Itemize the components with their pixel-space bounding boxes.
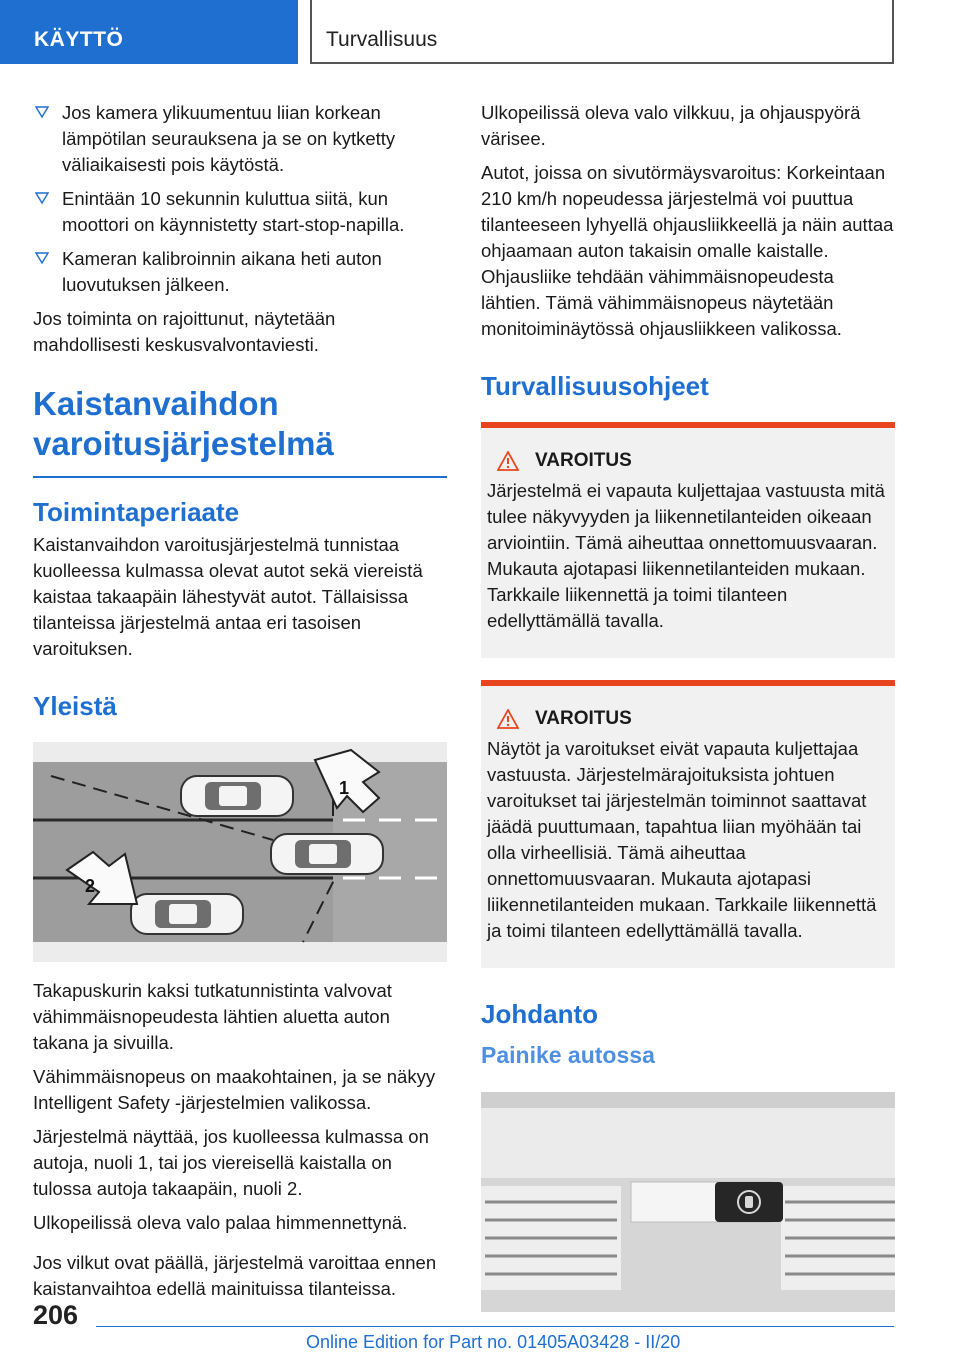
section-title: Turvallisuus xyxy=(310,0,894,64)
footer-edition: Online Edition for Part no. 01405A03428 - II/20 xyxy=(306,1332,681,1352)
car-icon xyxy=(181,776,293,816)
arrow-label-1: 1 xyxy=(339,778,350,798)
safety-heading: Turvallisuusohjeet xyxy=(481,371,709,401)
list-item xyxy=(33,186,447,238)
list-item-text: Kameran kalibroinnin aikana heti auton luovutuksen jälkeen. xyxy=(62,248,382,295)
triangle-bullet-icon xyxy=(35,191,49,205)
warning-title xyxy=(487,450,889,472)
chapter-tab: KÄYTTÖ xyxy=(0,0,298,64)
warning-triangle-icon xyxy=(497,451,519,471)
page-number: 206 xyxy=(33,1300,79,1330)
subheading-principle: Toimintaperiaate xyxy=(33,497,240,527)
warning-box xyxy=(481,680,895,968)
dashboard-photo xyxy=(481,1092,895,1312)
warning-title-text: VAROITUS xyxy=(535,708,632,729)
list-item-text: Enintään 10 sekunnin kuluttua siitä, kun moottori on käynnistetty start-stop-napilla. xyxy=(62,188,405,235)
paragraph: Autot, joissa on sivutörmäysvaroitus: Korkeintaan 210 km/h nopeudessa järjestelmä voi puuttua tilanteeseen lyhyellä ohjausliikkeellä ja näin auttaa ohjaamaan auton takaisin omalle kaistalle. Ohjausliike tehdään vähimmäisnopeudesta lähtien. Tämä vähimmäisnopeus näytetään monitoiminäytössä ohjausliikkeen valikossa. xyxy=(481,162,894,339)
intro-heading: Johdanto xyxy=(481,999,598,1029)
paragraph: Takapuskurin kaksi tutkatunnistinta valvovat vähimmäisnopeudesta lähtien aluetta auton takana ja sivuilla. xyxy=(33,980,392,1053)
warning-text: Järjestelmä ei vapauta kuljettajaa vastuusta mitä tulee näkyvyyden ja liikennetilanteiden oikeaan arviointiin. Tämä aiheuttaa onnettomuusvaaran. Mukauta ajotapasi liikennetilanteiden mukaan. Tarkkaile liikennettä ja toimi tilanteen edellyttämällä tavalla. xyxy=(487,480,885,631)
warning-title xyxy=(487,708,889,730)
list-item-text: Jos kamera ylikuumentuu liian korkean lämpötilan seurauksena ja se on kytketty väliaikaisesti pois käytöstä. xyxy=(62,102,396,175)
limitation-paragraph: Jos toiminta on rajoittunut, näytetään mahdollisesti keskusvalvontaviesti. xyxy=(33,308,336,355)
triangle-bullet-icon xyxy=(35,105,49,119)
footer-divider xyxy=(96,1326,894,1327)
warning-text: Näytöt ja varoitukset eivät vapauta kuljettajaa vastuusta. Järjestelmärajoituksista johtuen varoitukset tai järjestelmän toiminnot saattavat jäädä puuttumaan, tapahtua liian myöhään tai olla virheellisiä. Tämä aiheuttaa onnettomuusvaaran. Mukauta ajotapasi liikennetilanteiden mukaan. Tarkkaile liikennettä ja toimi tilanteen edellyttämällä tavalla. xyxy=(487,738,877,941)
triangle-bullet-icon xyxy=(35,251,49,265)
warning-title-text: VAROITUS xyxy=(535,450,632,471)
warning-box xyxy=(481,422,895,658)
list-item xyxy=(33,246,447,298)
paragraph: Järjestelmä näyttää, jos kuolleessa kulmassa on autoja, nuoli 1, tai jos viereisellä kaistalla on tulossa autoja takaapäin, nuoli 2. xyxy=(33,1126,429,1199)
button-photo xyxy=(481,1092,895,1312)
paragraph: Ulkopeilissä oleva valo vilkkuu, ja ohjauspyörä värisee. xyxy=(481,102,861,149)
lane-diagram xyxy=(33,742,447,962)
main-heading: Kaistanvaihdon varoitusjärjestelmä xyxy=(33,384,447,478)
left-column xyxy=(33,100,447,1310)
arrow-label-2: 2 xyxy=(85,876,96,896)
principle-paragraph: Kaistanvaihdon varoitusjärjestelmä tunnistaa kuolleessa kulmassa olevat autot sekä viereistä kaistaa takaapäin lähestyvät autot. Tällaisissa tilanteissa järjestelmä antaa eri tasoisen varoituksen. xyxy=(33,534,423,659)
right-column xyxy=(481,100,895,1312)
car-icon xyxy=(271,834,383,874)
car-icon xyxy=(131,894,243,934)
warning-triangle-icon xyxy=(497,709,519,729)
list-item xyxy=(33,100,447,178)
paragraph: Jos vilkut ovat päällä, järjestelmä varoittaa ennen kaistanvaihtoa edellä mainituissa tilanteissa. xyxy=(33,1252,437,1299)
lane-change-figure xyxy=(33,742,447,962)
intro-subheading: Painike autossa xyxy=(481,1042,655,1068)
paragraph: Vähimmäisnopeus on maakohtainen, ja se näkyy Intelligent Safety -järjestelmien valikossa. xyxy=(33,1066,436,1113)
subheading-general: Yleistä xyxy=(33,691,117,721)
paragraph: Ulkopeilissä oleva valo palaa himmennettynä. xyxy=(33,1212,408,1233)
condition-list xyxy=(33,100,447,298)
